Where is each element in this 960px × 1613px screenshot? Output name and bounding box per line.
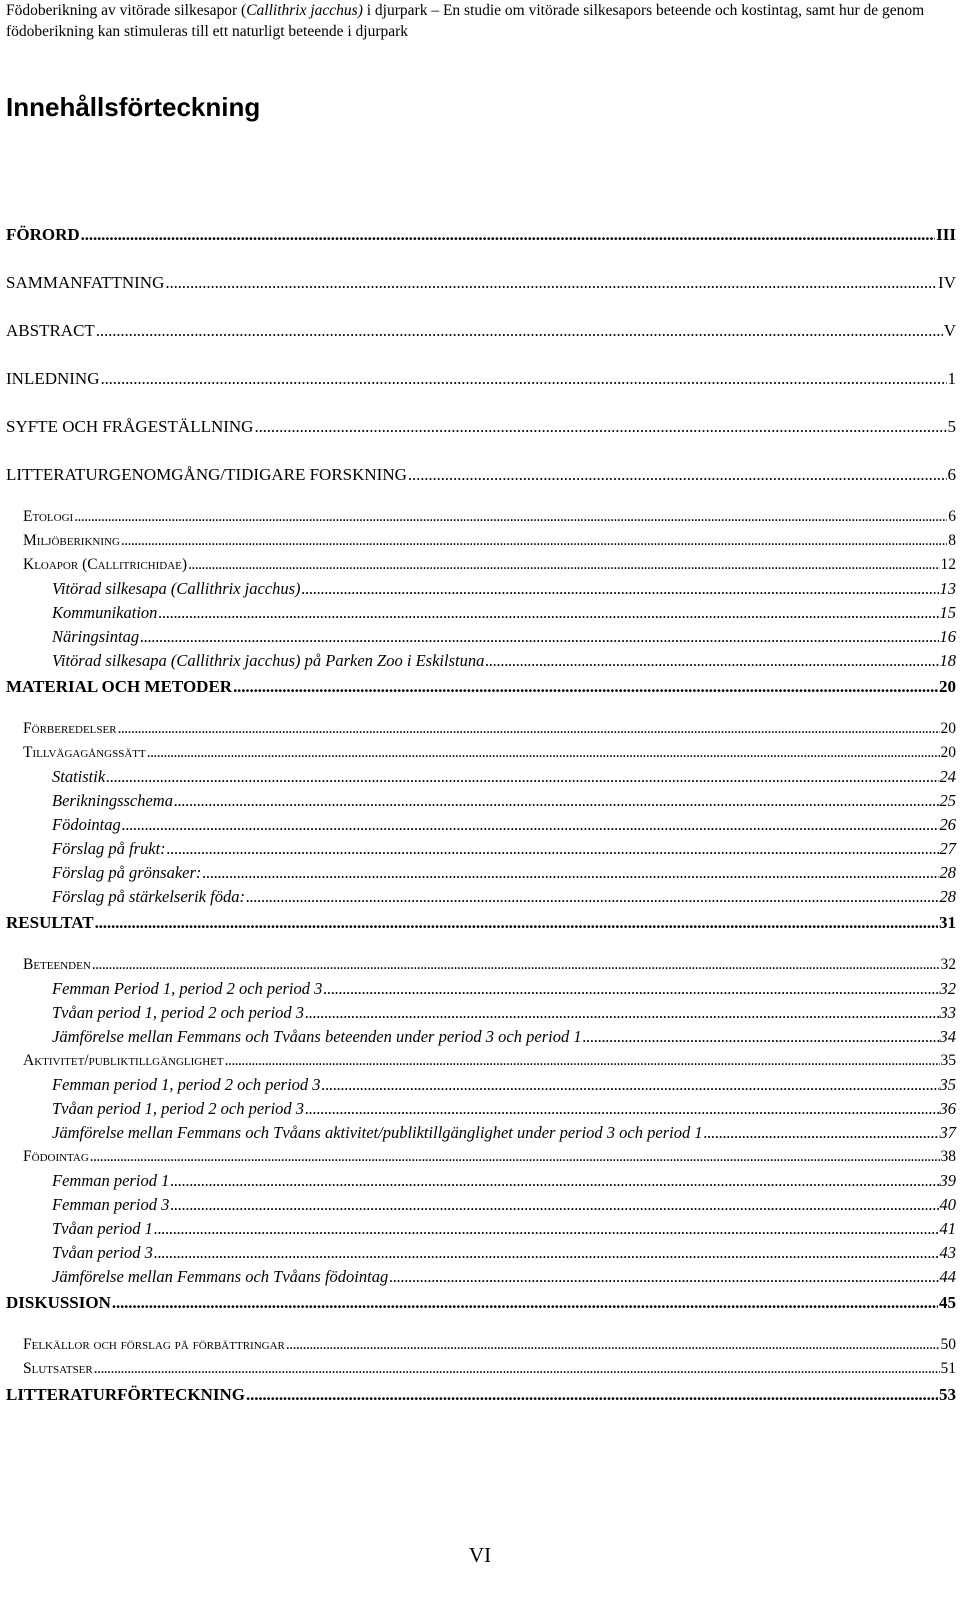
toc-entry[interactable] (0, 320, 956, 342)
toc-entry[interactable] (0, 1194, 956, 1216)
toc-entry-title: Femman Period 1, period 2 och period 3 (52, 979, 323, 998)
toc-entry-page: 53 (939, 1385, 956, 1404)
toc-entry-page: 8 (948, 532, 956, 549)
toc-entry-page: 40 (939, 1195, 956, 1214)
toc-entry-page: 24 (939, 767, 956, 786)
toc-leader-dots (100, 368, 946, 390)
toc-entry[interactable] (0, 1334, 956, 1356)
toc-entry-title: LITTERATURFÖRTECKNING (6, 1385, 246, 1404)
toc-leader-dots (112, 1292, 938, 1314)
toc-entry[interactable] (0, 1122, 956, 1144)
toc-entry-title: Kloapor (Callitrichidae) (23, 556, 188, 573)
toc-entry-page: 13 (939, 579, 956, 598)
running-header-part2: i djurpark – En studie om vitörade silkesapors beteende och kostintag, samt hur de genom födoberikning kan stimuleras till ett naturligt beteende i djurpark (6, 2, 925, 40)
toc-entry-title: Jämförelse mellan Femmans och Tvåans födointag (52, 1267, 389, 1286)
toc-entry-title: Beteenden (23, 956, 91, 973)
toc-entry-page: 1 (947, 369, 956, 388)
toc-entry-title: RESULTAT (6, 913, 94, 932)
toc-leader-dots (704, 1122, 939, 1144)
toc-entry-title: Vitörad silkesapa (Callithrix jacchus) (52, 579, 301, 598)
toc-entry-title: Aktivitet/publiktillgänglighet (23, 1052, 224, 1069)
toc-leader-dots (121, 530, 947, 552)
toc-entry-title: Tvåan period 3 (52, 1243, 153, 1262)
toc-entry[interactable] (0, 506, 956, 528)
toc-entry[interactable] (0, 1098, 956, 1120)
running-header-species: Callithrix jacchus) (246, 2, 363, 19)
toc-entry[interactable] (0, 578, 956, 600)
toc-entry[interactable] (0, 530, 956, 552)
toc-leader-dots (202, 862, 938, 884)
toc-entry[interactable] (0, 626, 956, 648)
toc-entry-title: Förberedelser (23, 720, 117, 737)
toc-entry[interactable] (0, 1074, 956, 1096)
toc-entry-title: SAMMANFATTNING (6, 273, 165, 292)
toc-entry[interactable] (0, 1026, 956, 1048)
toc-entry-page: 45 (939, 1293, 956, 1312)
toc-leader-dots (92, 954, 940, 976)
toc-leader-dots (188, 554, 939, 576)
toc-leader-dots (408, 464, 947, 486)
toc-entry-title: Femman period 1 (52, 1171, 170, 1190)
toc-leader-dots (106, 766, 938, 788)
toc-entry-title: Tvåan period 1 (52, 1219, 153, 1238)
toc-entry-title: Femman period 1, period 2 och period 3 (52, 1075, 321, 1094)
toc-entry-page: III (936, 225, 956, 244)
toc-entry-page: 41 (939, 1219, 956, 1238)
toc-entry-page: IV (938, 273, 956, 292)
toc-leader-dots (302, 578, 939, 600)
toc-entry[interactable] (0, 416, 956, 438)
toc-entry-title: Femman period 3 (52, 1195, 170, 1214)
toc-entry[interactable] (0, 554, 956, 576)
toc-entry[interactable] (0, 1002, 956, 1024)
toc-entry[interactable] (0, 862, 956, 884)
toc-entry-title: Jämförelse mellan Femmans och Tvåans aktivitet/publiktillgänglighet under period 3 och period 1 (52, 1123, 703, 1142)
toc-leader-dots (225, 1050, 940, 1072)
toc-leader-dots (322, 1074, 939, 1096)
toc-entry[interactable] (0, 224, 956, 246)
toc-entry-title: Jämförelse mellan Femmans och Tvåans beteenden under period 3 och period 1 (52, 1027, 582, 1046)
toc-entry-title: Tillvägagångssätt (23, 744, 146, 761)
toc-entry[interactable] (0, 272, 956, 294)
toc-entry[interactable] (0, 1358, 956, 1380)
toc-entry[interactable] (0, 790, 956, 812)
toc-entry-title: Födointag (23, 1148, 89, 1165)
toc-entry-page: 36 (939, 1099, 956, 1118)
toc-entry-title: Födointag (52, 815, 121, 834)
toc-entry-page: 16 (939, 627, 956, 646)
toc-entry-page: 20 (939, 677, 956, 696)
toc-entry[interactable] (0, 1292, 956, 1314)
toc-leader-dots (154, 1218, 939, 1240)
toc-entry-title: Felkällor och förslag på förbättringar (23, 1336, 285, 1353)
toc-entry-title: Förslag på stärkelserik föda: (52, 887, 245, 906)
toc-entry[interactable] (0, 1384, 956, 1406)
toc-entry[interactable] (0, 912, 956, 934)
toc-entry-title: Näringsintag (52, 627, 140, 646)
toc-entry[interactable] (0, 838, 956, 860)
toc-entry-title: Slutsatser (23, 1360, 93, 1377)
toc-entry-title: FÖRORD (6, 225, 80, 244)
toc-entry-page: 32 (939, 979, 956, 998)
toc-entry-page: 32 (940, 956, 956, 973)
toc-entry[interactable] (0, 464, 956, 486)
toc-entry-title: ABSTRACT (6, 321, 95, 340)
toc-leader-dots (286, 1334, 940, 1356)
toc-leader-dots (81, 224, 935, 246)
toc-entry[interactable] (0, 1266, 956, 1288)
toc-leader-dots (389, 1266, 938, 1288)
toc-leader-dots (165, 272, 937, 294)
toc-leader-dots (305, 1002, 938, 1024)
toc-entry-title: Förslag på frukt: (52, 839, 166, 858)
toc-leader-dots (170, 1170, 938, 1192)
toc-entry[interactable] (0, 650, 956, 672)
toc-leader-dots (167, 838, 939, 860)
toc-leader-dots (95, 912, 938, 934)
toc-entry-page: 34 (939, 1027, 956, 1046)
toc-leader-dots (118, 718, 940, 740)
toc-entry-title: INLEDNING (6, 369, 100, 388)
toc-entry-page: 28 (939, 863, 956, 882)
toc-entry-page: 6 (947, 465, 956, 484)
toc-entry[interactable] (0, 676, 956, 698)
toc-entry-title: Förslag på grönsaker: (52, 863, 202, 882)
toc-entry-title: Miljöberikning (23, 532, 120, 549)
toc-entry-title: Vitörad silkesapa (Callithrix jacchus) på Parken Zoo i Eskilstuna (52, 651, 485, 670)
toc-entry[interactable] (0, 1242, 956, 1264)
toc-leader-dots (158, 602, 938, 624)
toc-entry-page: 6 (948, 508, 956, 525)
toc-entry-page: 5 (947, 417, 956, 436)
toc-leader-dots (254, 416, 946, 438)
toc-entry[interactable] (0, 978, 956, 1000)
toc-leader-dots (96, 320, 943, 342)
toc-entry-page: 28 (939, 887, 956, 906)
toc-entry-title: Tvåan period 1, period 2 och period 3 (52, 1003, 305, 1022)
toc-entry-page: 27 (939, 839, 956, 858)
toc-entry-page: 20 (940, 720, 956, 737)
toc-leader-dots (122, 814, 939, 836)
toc-leader-dots (170, 1194, 938, 1216)
toc-leader-dots (583, 1026, 939, 1048)
toc-entry-page: 44 (939, 1267, 956, 1286)
toc-entry-page: 38 (940, 1148, 956, 1165)
toc-entry-title: Tvåan period 1, period 2 och period 3 (52, 1099, 305, 1118)
toc-entry-title: Statistik (52, 767, 106, 786)
toc-entry-page: V (943, 321, 956, 340)
toc-entry[interactable] (0, 814, 956, 836)
toc-leader-dots (140, 626, 938, 648)
toc-entry-page: 31 (939, 913, 956, 932)
toc-entry[interactable] (0, 1218, 956, 1240)
toc-entry-page: 50 (940, 1336, 956, 1353)
toc-entry[interactable] (0, 718, 956, 740)
toc-leader-dots (323, 978, 938, 1000)
toc-entry-title: Kommunikation (52, 603, 158, 622)
running-header-part1: Födoberikning av vitörade silkesapor ( (6, 2, 247, 19)
toc-entry-title: LITTERATURGENOMGÅNG/TIDIGARE FORSKNING (6, 465, 407, 484)
toc-entry[interactable] (0, 954, 956, 976)
toc-entry-page: 26 (939, 815, 956, 834)
toc-entry-title: Berikningsschema (52, 791, 173, 810)
toc-leader-dots (233, 676, 938, 698)
toc-leader-dots (94, 1358, 940, 1380)
page-number: VI (468, 1543, 492, 1567)
toc-entry-page: 43 (939, 1243, 956, 1262)
toc-leader-dots (154, 1242, 939, 1264)
toc-entry-title: SYFTE OCH FRÅGESTÄLLNING (6, 417, 254, 436)
toc-leader-dots (485, 650, 938, 672)
toc-leader-dots (174, 790, 939, 812)
toc-entry-page: 18 (939, 651, 956, 670)
toc-entry[interactable] (0, 1050, 956, 1072)
toc-entry-page: 35 (940, 1052, 956, 1069)
toc-entry[interactable] (0, 742, 956, 764)
toc-entry[interactable] (0, 368, 956, 390)
toc-entry-title: Etologi (23, 508, 74, 525)
toc-entry[interactable] (0, 1146, 956, 1168)
toc-leader-dots (246, 1384, 938, 1406)
toc-entry-page: 37 (939, 1123, 956, 1142)
toc-entry-page: 20 (940, 744, 956, 761)
toc-leader-dots (74, 506, 947, 528)
toc-leader-dots (305, 1098, 938, 1120)
toc-entry-page: 51 (940, 1360, 956, 1377)
toc-leader-dots (147, 742, 940, 764)
toc-leader-dots (90, 1146, 940, 1168)
toc-entry[interactable] (0, 1170, 956, 1192)
toc-entry-page: 39 (939, 1171, 956, 1190)
toc-entry-page: 35 (939, 1075, 956, 1094)
toc-entry-page: 12 (940, 556, 956, 573)
toc-leader-dots (246, 886, 939, 908)
toc-entry-title: MATERIAL OCH METODER (6, 677, 233, 696)
toc-title: Innehållsförteckning (6, 92, 261, 122)
toc-entry-page: 33 (939, 1003, 956, 1022)
toc-entry-page: 25 (939, 791, 956, 810)
toc-entry-title: DISKUSSION (6, 1293, 111, 1312)
toc-entry[interactable] (0, 766, 956, 788)
toc-entry[interactable] (0, 602, 956, 624)
toc-entry[interactable] (0, 886, 956, 908)
toc-entry-page: 15 (939, 603, 956, 622)
